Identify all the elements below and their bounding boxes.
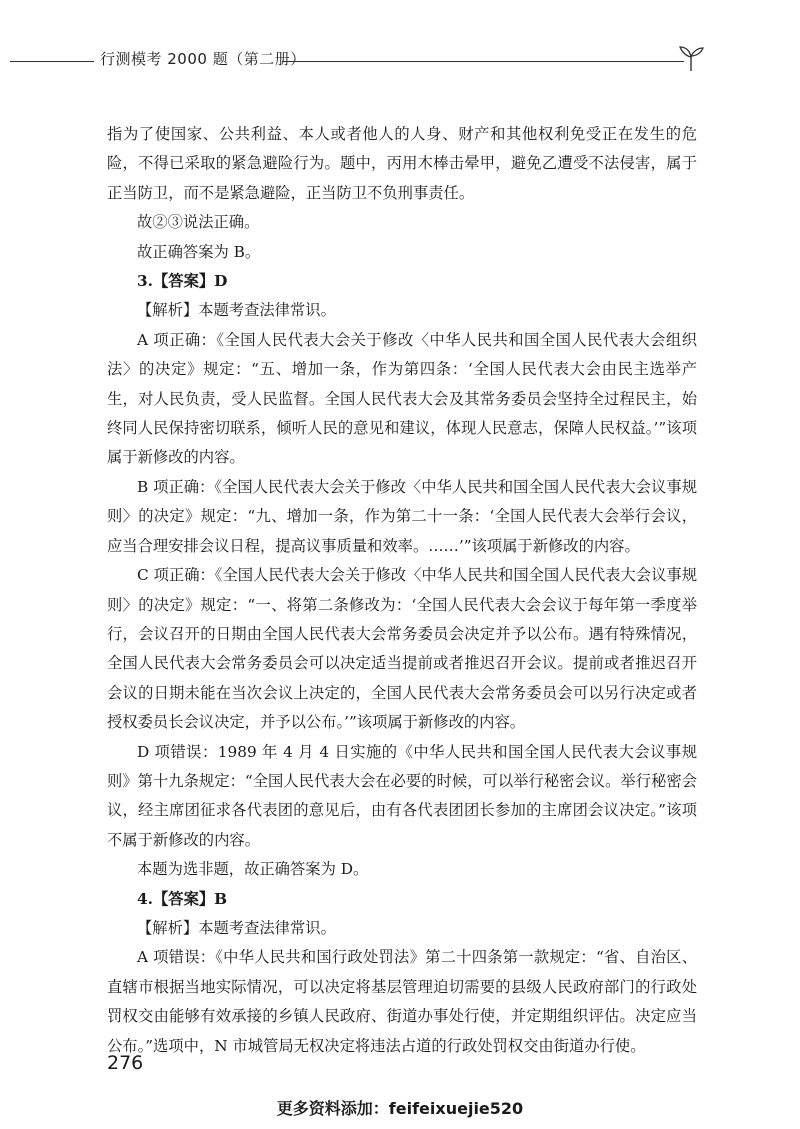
paragraph: 故正确答案为 B。: [137, 242, 261, 261]
paragraph: D 项错误：1989 年 4 月 4 日实施的《中华人民共和国全国人民代表大会议事规则》第十九条规定：“全国人民代表大会在必要的时候，可以举行秘密会议。举行秘密会议，经主席团征求各代表团的意见后，由有各代表团团长参加的主席团会议决定。”该项不属于新修改的内容。: [107, 742, 697, 849]
paragraph: 4.【答案】B: [137, 889, 228, 908]
footer-contact-note: 更多资料添加：feifeixuejie520: [276, 1099, 524, 1118]
answer-explanation-text: [107, 120, 697, 1061]
paragraph: 本题为选非题，故正确答案为 D。: [137, 860, 369, 879]
header-title: 行测模考 2000 题（第二册）: [100, 50, 306, 68]
header-rule-right: [282, 61, 684, 62]
paragraph: A 项正确：《全国人民代表大会关于修改〈中华人民共和国全国人民代表大会组织法〉的决定》规定：“五、增加一条，作为第四条：‘全国人民代表大会由民主选举产生，对人民负责，受人民监督。全国人民代表大会及其常务委员会坚持全过程民主，始终同人民保持密切联系，倾听人民的意见和建议，体现人民意志，保障人民权益。’”该项属于新修改的内容。: [107, 330, 697, 467]
paragraph: 3.【答案】D: [137, 272, 228, 291]
running-header: [0, 44, 800, 74]
header-rule-left: [10, 61, 94, 62]
paragraph: A 项错误：《中华人民共和国行政处罚法》第二十四条第一款规定：“省、自治区、直辖市根据当地实际情况，可以决定将基层管理迫切需要的县级人民政府部门的行政处罚权交由能够有效承接的乡镇人民政府、街道办事处行使，并定期组织评估。决定应当公布。”选项中，N 市城管局无权决定将违法占道的行政处罚权交由街道办行使。: [107, 948, 697, 1055]
paragraph: 【解析】本题考查法律常识。: [137, 301, 336, 320]
paragraph: C 项正确：《全国人民代表大会关于修改〈中华人民共和国全国人民代表大会议事规则〉的决定》规定：“一、将第二条修改为：‘全国人民代表大会会议于每年第一季度举行，会议召开的日期由全国人民代表大会常务委员会决定并予以公布。遇有特殊情况，全国人民代表大会常务委员会可以决定适当提前或者推迟召开会议。提前或者推迟召开会议的日期未能在当次会议上决定的，全国人民代表大会常务委员会可以另行决定或者授权委员长会议决定，并予以公布。’”该项属于新修改的内容。: [107, 566, 697, 732]
paragraph: 指为了使国家、公共利益、本人或者他人的人身、财产和其他权利免受正在发生的危险，不得已采取的紧急避险行为。题中，丙用木棒击晕甲，避免乙遭受不法侵害，属于正当防卫，而不是紧急避险，正当防卫不负刑事责任。: [107, 125, 697, 202]
paragraph: 【解析】本题考查法律常识。: [137, 918, 336, 937]
page-number: 276: [107, 1052, 144, 1074]
paragraph: B 项正确：《全国人民代表大会关于修改〈中华人民共和国全国人民代表大会议事规则〉的决定》规定：“九、增加一条，作为第二十一条：‘全国人民代表大会举行会议，应当合理安排会议日程，提高议事质量和效率。……’”该项属于新修改的内容。: [107, 477, 697, 555]
sprout-icon: [676, 44, 706, 72]
paragraph: 故②③说法正确。: [137, 213, 260, 232]
